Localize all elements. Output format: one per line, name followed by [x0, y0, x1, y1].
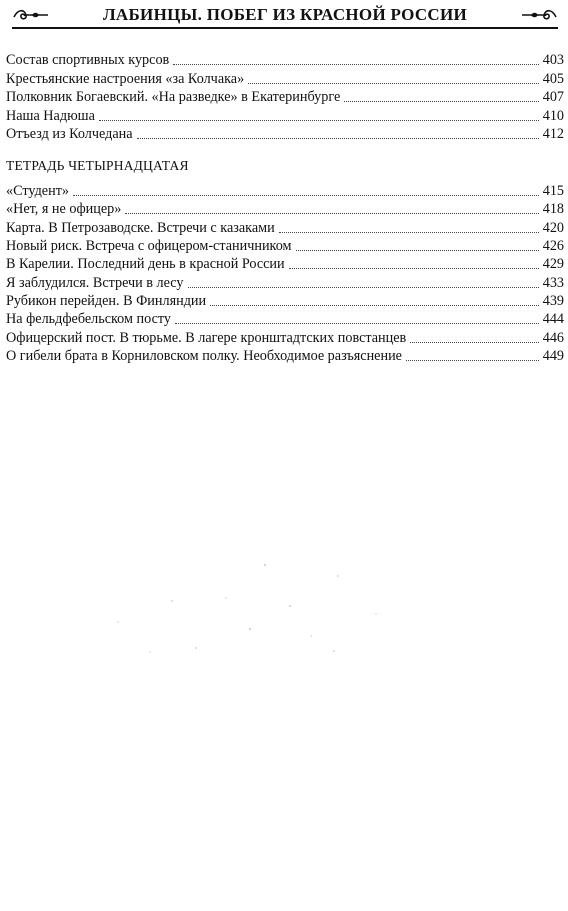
toc-entry: [6, 347, 564, 365]
toc-entry: [6, 88, 564, 106]
toc-entry-page-number: 407: [542, 89, 564, 106]
toc-entry: [6, 181, 564, 199]
toc-dot-leader: [248, 83, 539, 84]
toc-entry-page-number: 449: [542, 348, 564, 365]
toc-entry-page-number: 418: [542, 201, 564, 218]
toc-dot-leader: [344, 101, 538, 102]
flourish-ornament-icon: [520, 7, 558, 23]
toc-entry: [6, 255, 564, 273]
table-of-contents: [6, 51, 564, 365]
toc-group-before: [6, 51, 564, 143]
toc-dot-leader: [406, 360, 539, 361]
toc-dot-leader: [210, 305, 539, 306]
toc-entry-title: Офицерский пост. В тюрьме. В лагере кронштадтских повстанцев: [6, 329, 407, 346]
toc-entry: [6, 237, 564, 255]
toc-entry-page-number: 426: [542, 237, 564, 254]
toc-entry: [6, 51, 564, 69]
toc-entry: [6, 106, 564, 124]
toc-entry-title: Карта. В Петрозаводске. Встречи с казаками: [6, 219, 275, 236]
toc-entry-page-number: 439: [542, 293, 564, 310]
toc-entry: [6, 69, 564, 87]
toc-entry: [6, 328, 564, 346]
toc-entry-page-number: 403: [542, 52, 564, 69]
toc-dot-leader: [137, 138, 539, 139]
toc-entry-title: Рубикон перейден. В Финляндии: [6, 293, 207, 310]
toc-entry-title: На фельдфебельском посту: [6, 311, 171, 328]
toc-dot-leader: [125, 213, 538, 214]
toc-entry-page-number: 410: [542, 107, 564, 124]
toc-group-after: [6, 181, 564, 365]
toc-dot-leader: [289, 268, 539, 269]
toc-entry-page-number: 446: [542, 329, 564, 346]
toc-dot-leader: [73, 195, 539, 196]
toc-entry: [6, 292, 564, 310]
section-heading: ТЕТРАДЬ ЧЕТЫРНАДЦАТАЯ: [6, 157, 189, 173]
toc-entry: [6, 310, 564, 328]
toc-entry-page-number: 415: [542, 182, 564, 199]
toc-dot-leader: [296, 250, 539, 251]
toc-entry-title: Я заблудился. Встречи в лесу: [6, 274, 184, 291]
toc-dot-leader: [188, 287, 539, 288]
toc-dot-leader: [410, 342, 538, 343]
toc-entry: [6, 125, 564, 143]
toc-entry-page-number: 412: [542, 125, 564, 142]
toc-entry-title: «Нет, я не офицер»: [6, 201, 122, 218]
toc-entry-page-number: 433: [542, 274, 564, 291]
header-rule: [12, 27, 558, 29]
running-header: [12, 4, 558, 32]
toc-entry: [6, 218, 564, 236]
toc-entry-title: Полковник Богаевский. «На разведке» в Екатеринбурге: [6, 89, 341, 106]
toc-dot-leader: [175, 323, 539, 324]
toc-entry-title: Отъезд из Колчедана: [6, 125, 133, 142]
toc-entry: [6, 273, 564, 291]
toc-entry-title: Крестьянские настроения «за Колчака»: [6, 70, 245, 87]
toc-entry-title: О гибели брата в Корниловском полку. Необходимое разъяснение: [6, 348, 402, 365]
toc-entry-title: Состав спортивных курсов: [6, 52, 170, 69]
toc-entry-page-number: 444: [542, 311, 564, 328]
toc-dot-leader: [279, 232, 539, 233]
running-header-title: ЛАБИНЦЫ. ПОБЕГ ИЗ КРАСНОЙ РОССИИ: [102, 5, 468, 24]
toc-entry-page-number: 420: [542, 219, 564, 236]
toc-entry-title: Новый риск. Встреча с офицером-станичником: [6, 237, 292, 254]
toc-entry-title: В Карелии. Последний день в красной России: [6, 256, 285, 273]
toc-entry-page-number: 405: [542, 70, 564, 87]
toc-entry: [6, 200, 564, 218]
toc-dot-leader: [173, 64, 538, 65]
toc-entry-title: «Студент»: [6, 182, 69, 199]
toc-dot-leader: [99, 120, 539, 121]
toc-entry-title: Наша Надюша: [6, 107, 95, 124]
toc-entry-page-number: 429: [542, 256, 564, 273]
